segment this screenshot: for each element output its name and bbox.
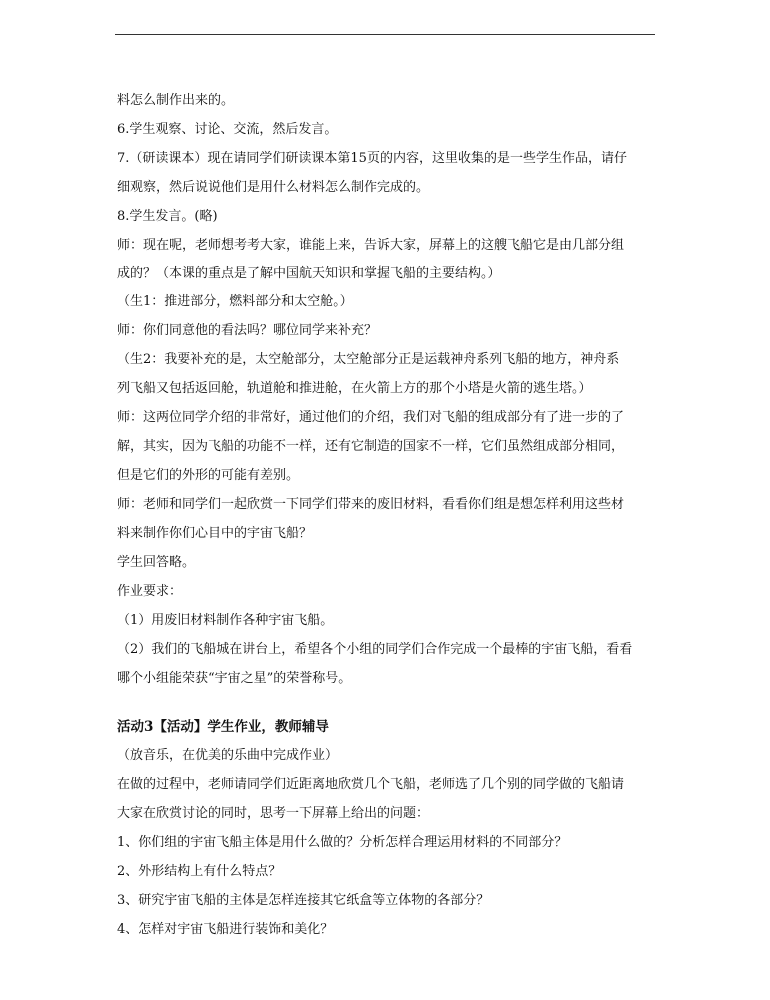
text-line: 师：现在呢，老师想考考大家，谁能上来，告诉大家，屏幕上的这艘飞船它是由几部分组 bbox=[117, 238, 625, 253]
text-line: （生1：推进部分，燃料部分和太空舱。） bbox=[117, 294, 353, 309]
text-line: 3、研究宇宙飞船的主体是怎样连接其它纸盒等立体物的各部分？ bbox=[117, 893, 490, 908]
text-line: 师：你们同意他的看法吗？哪位同学来补充？ bbox=[117, 323, 378, 338]
text-line: 4、怎样对宇宙飞船进行装饰和美化？ bbox=[117, 922, 334, 937]
text-line: 师：老师和同学们一起欣赏一下同学们带来的废旧材料，看看你们组是想怎样利用这些材 bbox=[117, 497, 625, 512]
text-line: 列飞船又包括返回舱，轨道舱和推进舱，在火箭上方的那个小塔是火箭的逃生塔。） bbox=[117, 381, 592, 396]
text-line: 哪个小组能荣获“宇宙之星”的荣誉称号。 bbox=[117, 671, 352, 686]
header-rule bbox=[115, 34, 655, 35]
text-line: 7.（研读课本）现在请同学们研读课本第15页的内容，这里收集的是一些学生作品，请仔 bbox=[117, 151, 627, 166]
text-line: （2）我们的飞船城在讲台上，希望各个小组的同学们合作完成一个最棒的宇宙飞船，看看 bbox=[117, 642, 633, 657]
text-line: 成的？（本课的重点是了解中国航天知识和掌握飞船的主要结构。） bbox=[117, 266, 501, 281]
section-heading: 活动3【活动】学生作业，教师辅导 bbox=[117, 719, 329, 735]
text-line: （放音乐，在优美的乐曲中完成作业） bbox=[117, 748, 339, 763]
text-line: 1、你们组的宇宙飞船主体是用什么做的？分析怎样合理运用材料的不同部分？ bbox=[117, 835, 568, 850]
text-line: 细观察，然后说说他们是用什么材料怎么制作完成的。 bbox=[117, 180, 430, 195]
text-line: 师：这两位同学介绍的非常好，通过他们的介绍，我们对飞船的组成部分有了进一步的了 bbox=[117, 410, 625, 425]
text-line: 8.学生发言。(略) bbox=[117, 209, 218, 224]
text-line: （生2：我要补充的是，太空舱部分，太空舱部分正是运载神舟系列飞船的地方，神舟系 bbox=[117, 352, 620, 367]
text-line: 但是它们的外形的可能有差别。 bbox=[117, 468, 300, 483]
text-line: 学生回答略。 bbox=[117, 555, 196, 570]
text-line: 6.学生观察、讨论、交流，然后发言。 bbox=[117, 122, 338, 137]
text-line: 料来制作你们心目中的宇宙飞船？ bbox=[117, 526, 313, 541]
text-line: （1）用废旧材料制作各种宇宙飞船。 bbox=[117, 613, 334, 628]
text-line: 2、外形结构上有什么特点？ bbox=[117, 864, 282, 879]
text-line: 料怎么制作出来的。 bbox=[117, 93, 235, 108]
text-line: 解，其实，因为飞船的功能不一样，还有它制造的国家不一样，它们虽然组成部分相同， bbox=[117, 439, 625, 454]
text-line: 作业要求： bbox=[117, 584, 183, 599]
text-line: 大家在欣赏讨论的同时，思考一下屏幕上给出的问题： bbox=[117, 806, 430, 821]
text-line: 在做的过程中，老师请同学们近距离地欣赏几个飞船，老师选了几个别的同学做的飞船请 bbox=[117, 777, 625, 792]
